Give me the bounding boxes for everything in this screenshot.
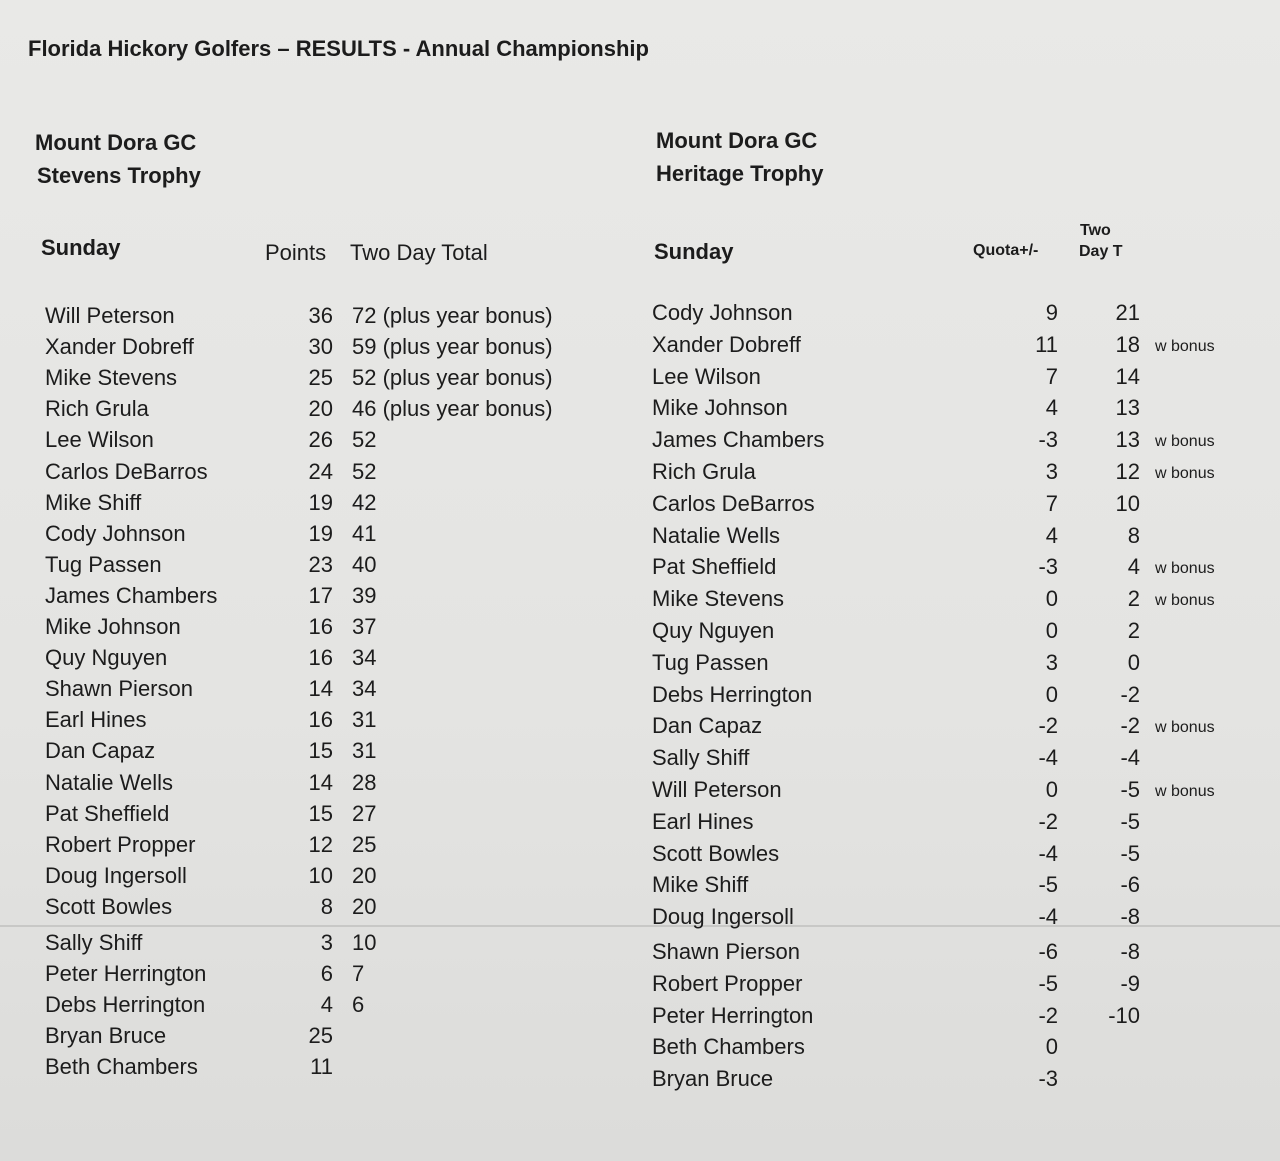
player-name: Xander Dobreff — [652, 331, 801, 357]
quota-value: 0 — [1045, 681, 1058, 707]
table-row — [0, 1066, 1280, 1096]
two-day-total-value: -8 — [1120, 939, 1140, 964]
two-day-total-value: -9 — [1120, 970, 1140, 996]
player-name: Debs Herrington — [45, 992, 206, 1018]
quota-value: 7 — [1045, 490, 1058, 516]
quota-value: -2 — [1038, 1002, 1058, 1028]
left-trophy-name: Stevens Trophy — [37, 163, 201, 188]
two-day-total-value: -2 — [1120, 681, 1140, 707]
points-value: 11 — [310, 1054, 333, 1080]
player-name: Shawn Pierson — [45, 676, 193, 702]
quota-value: -5 — [1038, 872, 1058, 898]
points-value: 14 — [308, 676, 333, 702]
player-name: Debs Herrington — [652, 681, 813, 707]
player-name: Natalie Wells — [652, 522, 780, 548]
points-value: 10 — [308, 862, 333, 888]
player-name: Xander Dobreff — [45, 334, 194, 360]
two-day-total-value: 20 — [352, 893, 377, 919]
table-row — [0, 332, 1280, 362]
bonus-note: w bonus — [1155, 433, 1215, 451]
two-day-total-value: 14 — [1115, 363, 1140, 389]
player-name: Doug Ingersoll — [45, 862, 187, 888]
two-day-total-value: 31 — [352, 707, 377, 733]
two-day-total-value: -5 — [1120, 777, 1140, 802]
two-day-total-value: -4 — [1120, 745, 1140, 771]
table-row — [0, 777, 1280, 807]
table-row — [0, 427, 1280, 457]
player-name: Robert Propper — [45, 831, 196, 857]
player-name: Natalie Wells — [45, 769, 173, 795]
two-day-total-value: 52 — [352, 458, 377, 484]
quota-value: -3 — [1038, 1066, 1058, 1092]
player-name: Carlos DeBarros — [45, 458, 208, 484]
player-name: Tug Passen — [45, 551, 162, 577]
player-name: Mike Johnson — [45, 614, 181, 639]
player-name: Mike Shiff — [45, 489, 142, 515]
two-day-total-value: 2 — [1127, 586, 1140, 612]
two-day-total-value: 13 — [1115, 427, 1140, 453]
player-name: Carlos DeBarros — [652, 490, 815, 516]
two-day-total-value: 25 — [352, 831, 377, 857]
two-day-total-value: 52 — [352, 427, 377, 453]
two-day-total-value: 10 — [1115, 490, 1140, 516]
quota-value: 4 — [1045, 395, 1058, 421]
table-row — [0, 650, 1280, 680]
quota-value: 9 — [1045, 300, 1058, 325]
right-day-heading: Sunday — [654, 239, 734, 264]
player-name: Tug Passen — [652, 649, 769, 675]
page-title: Florida Hickory Golfers – RESULTS - Annual Championship — [28, 36, 649, 61]
player-name: Cody Johnson — [652, 300, 793, 325]
points-value: 19 — [308, 520, 333, 546]
points-value: 12 — [308, 831, 333, 857]
player-name: Pat Sheffield — [45, 800, 170, 826]
table-row — [0, 491, 1280, 521]
points-value: 6 — [320, 961, 333, 987]
player-name: James Chambers — [45, 582, 218, 608]
table-row — [0, 809, 1280, 839]
quota-value: -4 — [1038, 904, 1058, 930]
points-value: 14 — [308, 769, 333, 795]
player-name: Mike Stevens — [652, 586, 785, 612]
table-row — [0, 841, 1280, 871]
points-value: 20 — [308, 396, 333, 422]
points-value: 15 — [308, 738, 333, 764]
table-row — [0, 459, 1280, 489]
player-name: Beth Chambers — [45, 1054, 198, 1080]
points-value: 36 — [308, 303, 333, 328]
table-row — [0, 520, 1280, 553]
quota-value: 0 — [1045, 1034, 1058, 1060]
table-row — [0, 1034, 1280, 1064]
two-day-total-value: -10 — [1108, 1002, 1140, 1028]
points-value: 25 — [308, 1023, 333, 1049]
two-day-total-value: -8 — [1120, 904, 1140, 930]
quota-value: -3 — [1038, 427, 1058, 453]
points-value: 24 — [308, 458, 333, 484]
two-day-total-value: 59 (plus year bonus) — [352, 334, 553, 360]
player-name: Mike Stevens — [45, 365, 178, 391]
quota-value: 0 — [1045, 618, 1058, 643]
left-day-heading: Sunday — [41, 235, 121, 260]
points-value: 16 — [308, 707, 333, 733]
player-name: Sally Shiff — [45, 930, 143, 955]
quota-value: 11 — [1035, 331, 1058, 357]
player-name: Quy Nguyen — [652, 618, 775, 643]
player-name: Peter Herrington — [652, 1002, 814, 1028]
player-name: Robert Propper — [652, 970, 803, 996]
table-row — [0, 1003, 1280, 1033]
quota-value: 0 — [1045, 777, 1058, 802]
two-day-total-value: 13 — [1115, 395, 1140, 421]
two-day-total-value: 12 — [1115, 459, 1140, 484]
player-name: Doug Ingersoll — [652, 904, 794, 930]
two-day-total-value: 34 — [352, 676, 377, 702]
player-name: Mike Johnson — [652, 395, 788, 421]
table-row — [0, 364, 1280, 394]
right-trophy-name: Heritage Trophy — [656, 161, 824, 186]
points-value: 26 — [308, 427, 333, 453]
bonus-note: w bonus — [1155, 783, 1215, 800]
two-day-total-value: 46 (plus year bonus) — [352, 396, 553, 422]
quota-value: -4 — [1038, 745, 1058, 771]
player-name: Lee Wilson — [652, 363, 761, 389]
player-name: Cody Johnson — [45, 520, 186, 546]
two-day-total-value: 20 — [352, 862, 377, 888]
points-value: 25 — [308, 365, 333, 391]
two-day-total-value: 18 — [1115, 331, 1140, 357]
table-row — [0, 551, 1280, 584]
quota-value: 3 — [1045, 459, 1058, 484]
two-day-total-value: 2 — [1127, 618, 1140, 643]
quota-value: -2 — [1038, 713, 1058, 739]
two-day-total-value: -5 — [1120, 840, 1140, 866]
player-name: Dan Capaz — [652, 713, 763, 739]
table-row — [0, 872, 1280, 902]
two-day-total-value: 52 (plus year bonus) — [352, 365, 553, 391]
bonus-note: w bonus — [1155, 719, 1215, 737]
bonus-note: w bonus — [1155, 560, 1215, 578]
two-day-total-value: 31 — [352, 738, 377, 764]
bonus-note: w bonus — [1155, 592, 1215, 610]
points-value: 4 — [320, 992, 333, 1018]
points-value: 23 — [308, 551, 333, 577]
two-day-total-value: 21 — [1115, 300, 1140, 325]
right-club-name: Mount Dora GC — [656, 128, 818, 153]
player-name: Sally Shiff — [652, 745, 750, 771]
table-row — [0, 971, 1280, 1001]
two-day-total-value: 27 — [352, 800, 377, 826]
two-day-total-value: 8 — [1127, 522, 1140, 548]
two-day-total-value: 39 — [352, 582, 377, 608]
quota-value: -5 — [1038, 970, 1058, 996]
two-day-total-value: 7 — [352, 961, 365, 987]
right-total-header-line1: Two — [1080, 222, 1111, 239]
player-name: Bryan Bruce — [45, 1023, 167, 1049]
two-day-total-value: 40 — [352, 551, 377, 577]
player-name: Rich Grula — [45, 396, 149, 422]
quota-value: -3 — [1038, 554, 1058, 580]
two-day-total-value: 42 — [352, 489, 377, 515]
two-day-total-value: 72 (plus year bonus) — [352, 303, 553, 328]
right-quota-header: Quota+/- — [973, 242, 1039, 259]
bonus-note: w bonus — [1155, 465, 1215, 482]
two-day-total-value: 34 — [352, 645, 377, 671]
points-value: 19 — [308, 489, 333, 515]
table-row — [0, 586, 1280, 616]
two-day-total-value: 4 — [1127, 554, 1140, 580]
player-name: Lee Wilson — [45, 427, 154, 453]
points-value: 16 — [308, 614, 333, 639]
table-row — [0, 713, 1280, 743]
player-name: Earl Hines — [652, 808, 754, 834]
player-name: James Chambers — [652, 427, 825, 453]
player-name: Dan Capaz — [45, 738, 156, 764]
two-day-total-value: 0 — [1127, 649, 1140, 675]
points-value: 3 — [320, 930, 333, 955]
quota-value: 3 — [1045, 649, 1058, 675]
table-row — [0, 745, 1280, 775]
quota-value: -2 — [1038, 808, 1058, 834]
player-name: Rich Grula — [652, 459, 756, 484]
quota-value: 0 — [1045, 586, 1058, 612]
two-day-total-value: -2 — [1120, 713, 1140, 739]
player-name: Will Peterson — [45, 303, 175, 328]
table-row — [0, 300, 1280, 330]
points-value: 15 — [308, 800, 333, 826]
table-row — [0, 939, 1280, 969]
player-name: Earl Hines — [45, 707, 147, 733]
two-day-total-value: 6 — [352, 992, 365, 1018]
player-name: Scott Bowles — [652, 840, 780, 866]
quota-value: 4 — [1045, 522, 1058, 548]
table-row — [0, 682, 1280, 712]
player-name: Mike Shiff — [652, 872, 749, 898]
right-total-header-line2: Day T — [1079, 243, 1123, 260]
left-points-header: Points — [265, 240, 327, 265]
table-row — [0, 618, 1280, 648]
two-day-total-value: 37 — [352, 614, 377, 639]
player-name: Shawn Pierson — [652, 939, 800, 964]
two-day-total-value: 41 — [352, 520, 377, 546]
player-name: Quy Nguyen — [45, 645, 168, 671]
points-value: 30 — [308, 334, 333, 360]
two-day-total-value: -6 — [1120, 872, 1140, 898]
player-name: Scott Bowles — [45, 893, 173, 919]
left-total-header: Two Day Total — [350, 240, 488, 265]
points-value: 16 — [308, 645, 333, 671]
quota-value: -4 — [1038, 840, 1058, 866]
two-day-total-value: -5 — [1120, 808, 1140, 834]
quota-value: 7 — [1045, 363, 1058, 389]
player-name: Peter Herrington — [45, 961, 207, 987]
two-day-total-value: 10 — [352, 930, 377, 955]
bonus-note: w bonus — [1155, 337, 1215, 355]
quota-value: -6 — [1038, 939, 1058, 964]
table-row — [0, 395, 1280, 425]
two-day-total-value: 28 — [352, 769, 377, 795]
player-name: Will Peterson — [652, 777, 782, 802]
left-club-name: Mount Dora GC — [35, 130, 197, 155]
points-value: 17 — [308, 582, 333, 608]
player-name: Pat Sheffield — [652, 554, 777, 580]
points-value: 8 — [320, 893, 333, 919]
player-name: Beth Chambers — [652, 1034, 805, 1060]
player-name: Bryan Bruce — [652, 1066, 774, 1092]
table-row — [0, 904, 1280, 934]
